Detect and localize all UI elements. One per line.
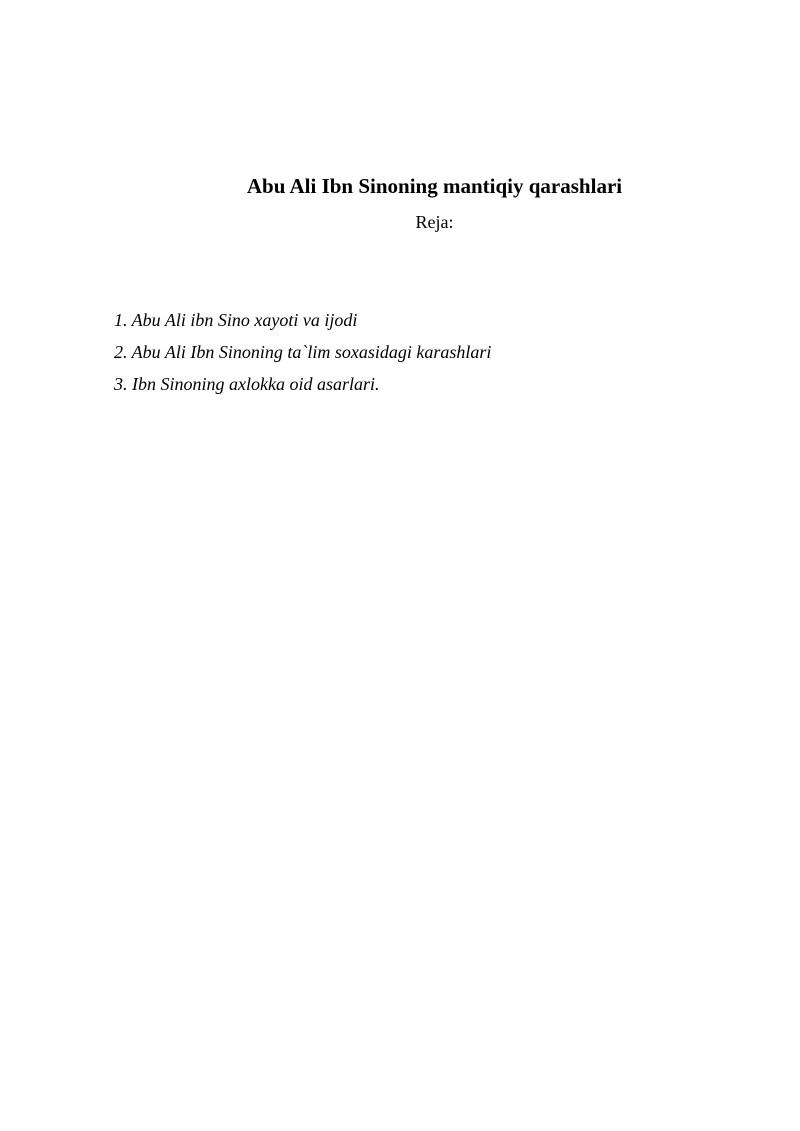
plan-item: 1. Abu Ali ibn Sino xayoti va ijodi xyxy=(114,310,358,330)
plan-heading: Reja: xyxy=(415,212,454,232)
plan-list xyxy=(114,308,491,404)
plan-item: 2. Abu Ali Ibn Sinoning ta`lim soxasidagi karashlari xyxy=(114,342,492,362)
document-title: Abu Ali Ibn Sinoning mantiqiy qarashlari xyxy=(246,174,623,198)
plan-item: 3. Ibn Sinoning axlokka oid asarlari. xyxy=(114,374,380,394)
